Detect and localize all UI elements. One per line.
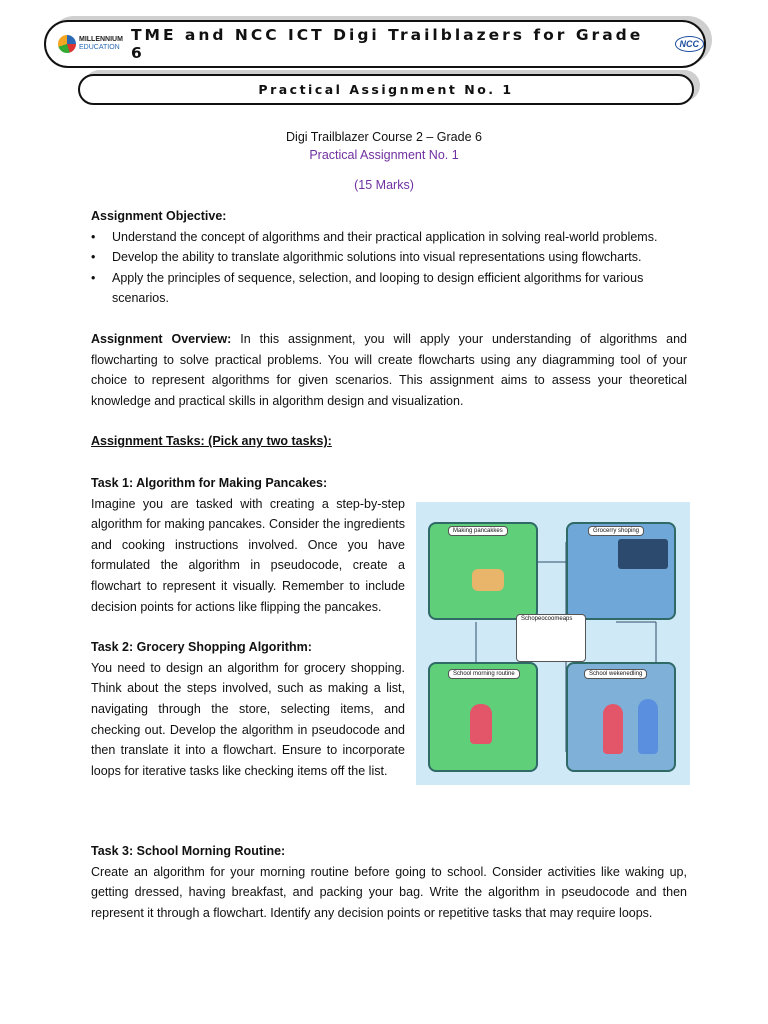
- objective-list: [91, 227, 687, 309]
- course-title: Digi Trailblazer Course 2 – Grade 6: [286, 130, 482, 144]
- label-grocery: Grocerry shoping: [588, 526, 644, 536]
- objective-item: • Develop the ability to translate algorithmic solutions into visual representations using flowcharts.: [91, 247, 687, 268]
- task-2-title: Task 2: Grocery Shopping Algorithm:: [91, 640, 312, 655]
- logo-subtext: EDUCATION: [79, 44, 120, 51]
- person-icon: [638, 699, 658, 754]
- task-2-text: You need to design an algorithm for grocery shopping. Think about the steps involved, such as making a list, navigating through the store, selecting items, and checking out. Develop the algorithm in pseudocode and then translate it into a flowchart. Ensure to incorporate loops for iterative tasks like checking items off the list.: [91, 660, 405, 778]
- subtitle-banner: [78, 74, 694, 105]
- label-morning: School morning routine: [448, 669, 520, 679]
- monitor-icon: [618, 539, 668, 569]
- task-1-text: Imagine you are tasked with creating a step-by-step algorithm for making pancakes. Consider the ingredients and cooking instructions involved. Once you have formulated the algorithm in pseudocode, create a flowchart to represent it visually. Remember to include decision points for actions like flipping the pancakes.: [91, 496, 405, 614]
- panel-grocery: [566, 522, 676, 620]
- overview-text: In this assignment, you will apply your understanding of algorithms and flowcharting to solve practical problems. You will create flowcharts using any diagramming tool of your choice to represent algorithms for given scenarios. This assignment aims to assess your theoretical knowledge and practical skills in algorithm design and visualization.: [91, 331, 688, 408]
- logo-text: MILLENNIUM: [79, 36, 123, 43]
- objective-item: • Understand the concept of algorithms and their practical application in solving real-world problems.: [91, 227, 687, 248]
- globe-icon: [58, 35, 76, 53]
- task-1-title: Task 1: Algorithm for Making Pancakes:: [91, 476, 328, 490]
- overview: [91, 329, 687, 411]
- header-banner: [44, 20, 706, 68]
- header-title: TME and NCC ICT Digi Trailblazers for Grade 6: [130, 26, 644, 62]
- flowchart-illustration: [416, 502, 690, 785]
- objective-item: • Apply the principles of sequence, selection, and looping to design efficient algorithms for various scenarios.: [91, 268, 687, 309]
- subtitle: Practical Assignment No. 1: [258, 82, 514, 97]
- label-pseudocode: Schopeocoomeaps: [516, 614, 586, 662]
- ncc-logo: NCC: [675, 36, 705, 52]
- overview-heading: Assignment Overview:: [91, 331, 232, 346]
- objective-heading: Assignment Objective:: [91, 209, 227, 223]
- pancake-icon: [472, 569, 504, 591]
- marks: (15 Marks): [354, 178, 414, 192]
- millennium-logo: [58, 35, 123, 53]
- label-weekend: School wekenedling: [584, 669, 647, 679]
- label-pancakes: Making pancakkes: [448, 526, 508, 536]
- assignment-title: Practical Assignment No. 1: [309, 148, 459, 162]
- person-icon: [470, 704, 492, 744]
- task-3-text: Create an algorithm for your morning routine before going to school. Consider activities like waking up, getting dressed, having breakfast, and packing your bag. Write the algorithm in pseudocode and then represent it through a flowchart. Identify any decision points or repetitive tasks that may require loops.: [91, 864, 687, 920]
- panel-pancakes: [428, 522, 538, 620]
- tasks-heading: Assignment Tasks: (Pick any two tasks):: [91, 434, 332, 449]
- person-icon: [603, 704, 623, 754]
- task-3-title: Task 3: School Morning Routine:: [91, 844, 286, 858]
